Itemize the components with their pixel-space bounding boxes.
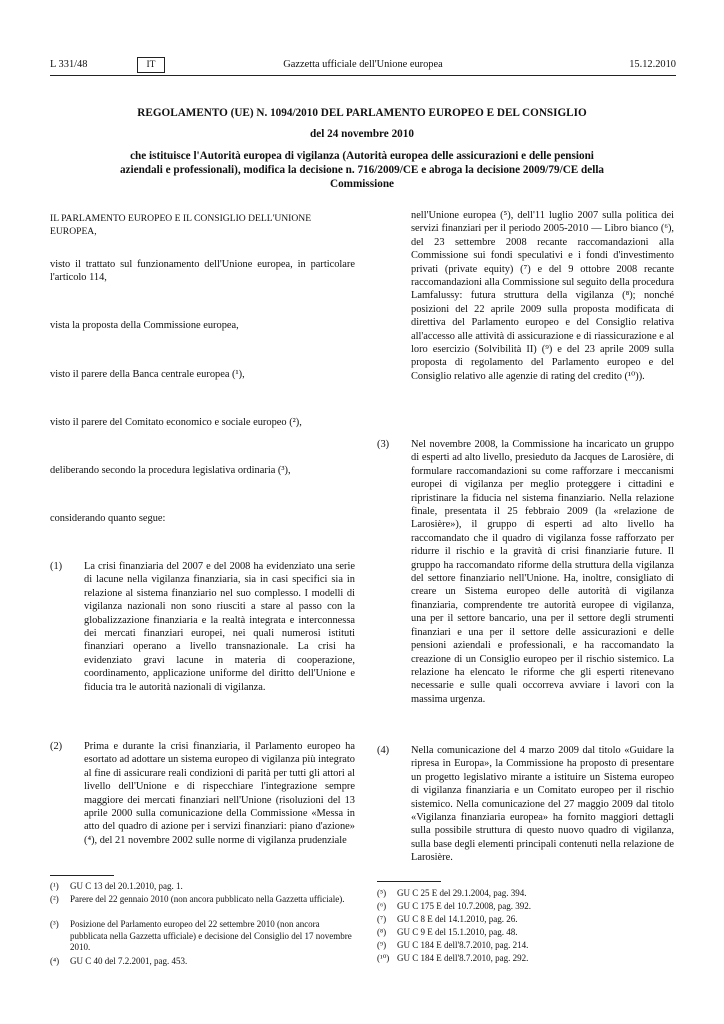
citation-proposal: vista la proposta della Commissione europea,	[50, 320, 239, 331]
recital-number: (4)	[377, 745, 390, 756]
footnote: (⁴) GU C 40 del 7.2.2001, pag. 453.	[50, 956, 188, 966]
footnote: (²) Parere del 22 gennaio 2010 (non ancora pubblicato nella Gazzetta ufficiale).	[50, 894, 345, 904]
footnote-divider	[50, 875, 114, 876]
citation-eesc: visto il parere del Comitato economico e sociale europeo (²),	[50, 417, 302, 428]
footnote: (¹) GU C 13 del 20.1.2010, pag. 1.	[50, 881, 183, 891]
footnote: (³) Posizione del Parlamento europeo del 22 settembre 2010 (non ancora pubblicata nella Gazzetta ufficiale) e decisione del Consiglio del 17 novembre 2010.	[50, 919, 352, 953]
citation-treaty: visto il trattato sul funzionamento dell'Unione europea, in particolare l'articolo 114,	[50, 259, 355, 284]
recital-number: (3)	[377, 439, 390, 450]
footnote: (⁵) GU C 25 E del 29.1.2004, pag. 394.	[377, 888, 527, 898]
citation-procedure: deliberando secondo la procedura legislativa ordinaria (³),	[50, 465, 291, 476]
regulation-date: del 24 novembre 2010	[310, 128, 414, 140]
footnote: (⁸) GU C 9 E del 15.1.2010, pag. 48.	[377, 927, 518, 937]
page-reference: L 331/48	[50, 59, 88, 70]
recital-number: (2)	[50, 741, 63, 752]
considering-heading: considerando quanto segue:	[50, 513, 166, 524]
recital-text: Nella comunicazione del 4 marzo 2009 dal titolo «Guidare la ripresa in Europa», la Commissione ha proposto di presentare un progetto legislativo mirante a istituire un Sistema europeo di vigilanza finanziaria e un Comitato europeo per il rischio sistemico. Nella comunicazione del 27 maggio 2009 dal titolo «Vigilanza finanziaria europea» ha fornito maggiori dettagli sulla possibile struttura di questo nuovo quadro di vigilanza, sulla base degli elementi principali contenuti nella relazione de Larosière.	[411, 745, 674, 864]
footnote: (⁹) GU C 184 E dell'8.7.2010, pag. 214.	[377, 940, 529, 950]
recital-text: Nel novembre 2008, la Commissione ha incaricato un gruppo di esperti ad alto livello, presieduto da Jacques de Larosière, di formulare raccomandazioni su come rafforzare i meccanismi europei di vigilanza per meglio proteggere i cittadini e ripristinare la fiducia nel sistema finanziario. Nella relazione finale, presentata il 25 febbraio 2009 (la «relazione de Larosière»), il gruppo di esperti ad alto livello ha raccomandato che il quadro di vigilanza fosse rafforzato per ridurre il rischio e la gravità di crisi finanziarie future. Il gruppo ha raccomandato riforme della struttura della vigilanza del settore finanziario nell'Unione. Ha, inoltre, consigliato di creare un Sistema europeo delle autorità di vigilanza finanziaria, comprendente tre autorità europee di vigilanza, una per il settore bancario, una per il settore degli strumenti finanziari e una per il settore delle assicurazioni e delle pensioni aziendali e professionali, e ha raccomandato la creazione di un Consiglio europeo per il rischio sistemico. La relazione ha elencato le riforme che gli esperti ritenevano necessarie e sulle quali occorreva avviare i lavori con la massima urgenza.	[411, 439, 674, 705]
regulation-title: REGOLAMENTO (UE) N. 1094/2010 DEL PARLAMENTO EUROPEO E DEL CONSIGLIO	[137, 107, 587, 119]
preamble-intro: IL PARLAMENTO EUROPEO E IL CONSIGLIO DELL'UNIONE EUROPEA,	[50, 213, 312, 238]
footnote: (⁷) GU C 8 E del 14.1.2010, pag. 26.	[377, 914, 518, 924]
regulation-subject: che istituisce l'Autorità europea di vigilanza (Autorità europea delle assicurazioni e delle pensioni aziendali e professionali), modifica la decisione n. 716/2009/CE e abroga la decisione 2009/79/CE della Commissione	[119, 150, 605, 190]
journal-title: Gazzetta ufficiale dell'Unione europea	[283, 59, 443, 70]
publication-date: 15.12.2010	[629, 59, 676, 70]
header-divider	[50, 75, 676, 76]
recital-number: (1)	[50, 561, 63, 572]
recital-2	[50, 740, 355, 865]
citation-ecb: visto il parere della Banca centrale europea (¹),	[50, 369, 245, 380]
language-badge: IT	[137, 57, 165, 73]
recital-text: La crisi finanziaria del 2007 e del 2008 ha evidenziato una serie di lacune nella vigilanza finanziaria, sia in casi specifici sia in relazione al sistema finanziario nel suo complesso. I modelli di vigilanza nazionali non sono riusciti a stare al passo con la globalizzazione finanziaria e la realtà integrata e interconnessa dei mercati finanziari europei, nei quali numerosi istituti finanziari operano a livello transnazionale. La crisi ha evidenziato gravi lacune in materia di cooperazione, coordinamento, applicazione uniforme del diritto dell'Unione e fiducia tra le autorità nazionali di vigilanza.	[84, 561, 355, 693]
recital-4	[377, 744, 674, 864]
recital-2-continued: nell'Unione europea (⁵), dell'11 luglio 2007 sulla politica dei servizi finanziari per il periodo 2005-2010 — Libro bianco (⁶), del 23 settembre 2008 recante raccomandazioni alla Commissione sui fondi speculativi e i fondi d'investimento privati (private equity) (⁷) e del 9 ottobre 2008 recante raccomandazioni alla Commissione sul seguito della procedura Lamfalussy: futura struttura della vigilanza (⁸); nonché posizioni del 22 aprile 2009 sulla proposta modificata di direttiva del Parlamento europeo e del Consiglio relativa all'accesso alle attività di assicurazione e di riassicurazione e al loro esercizio (Solvibilità II) (⁹) e del 23 aprile 2009 sulla proposta di regolamento del Parlamento europeo e del Consiglio relativo alle agenzie di rating del credito (¹⁰)).	[411, 210, 674, 382]
page-header	[50, 57, 676, 75]
recital-1	[50, 560, 355, 710]
footnote: (¹⁰) GU C 184 E dell'8.7.2010, pag. 292.	[377, 953, 529, 963]
recital-text: Prima e durante la crisi finanziaria, il Parlamento europeo ha esortato ad adottare un sistema europeo di vigilanza più integrato al fine di assicurare reali condizioni di parità per tutti gli attori al livello dell'Unione e di rispecchiare l'integrazione sempre maggiore dei mercati finanziari nell'Unione (risoluzioni del 13 aprile 2000 sulla comunicazione della Commissione «Messa in atto del quadro di azione per i servizi finanziari: piano d'azione» (⁴), del 21 novembre 2002 sulle norme di vigilanza prudenziale	[84, 741, 355, 846]
recital-3	[377, 438, 674, 713]
footnote: (⁶) GU C 175 E del 10.7.2008, pag. 392.	[377, 901, 531, 911]
footnote-divider	[377, 881, 441, 882]
